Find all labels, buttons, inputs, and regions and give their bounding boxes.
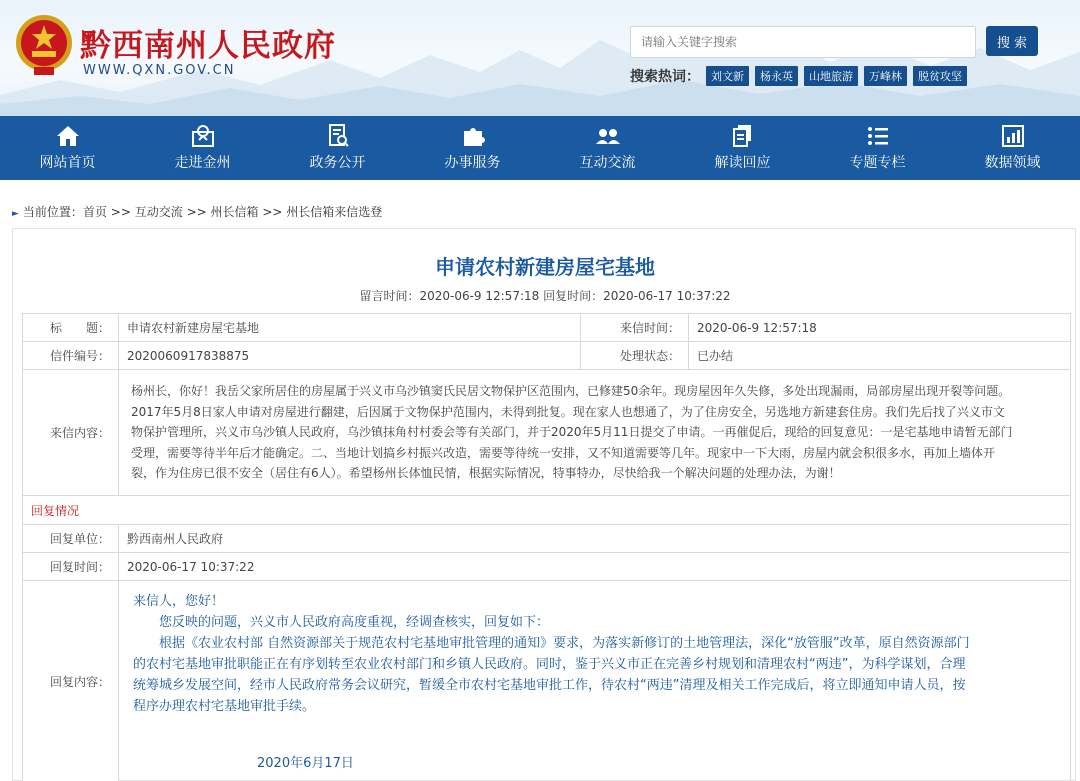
letter-line: 裂，作为住房已很不安全（居住有6人）。希望杨州长体恤民情，根据实际情况，特事特办，尽快给我一个解决问题的处理办法，为谢！ [131, 466, 841, 481]
reply-line: 根据《农业农村部 自然资源部关于规范农村宅基地审批管理的通知》要求，为落实新修订的土地管理法，深化“放管服”改革，原自然资源部门 [159, 636, 970, 651]
letter-number-value: 2020060917838875 [119, 342, 581, 370]
reply-paragraph: 您反映的问题，兴义市人民政府高度重视，经调查核实，回复如下： [159, 615, 550, 630]
nav-label: 专题专栏 [849, 155, 906, 171]
hot-tag[interactable]: 刘文新 [706, 66, 749, 86]
nav-label: 网站首页 [39, 155, 96, 171]
reply-line: 统筹城乡发展空间，经市人民政府常务会议研究，暂缓全市农村宅基地审批工作，待农村“两违”清理及相关工作完成后，将立即通知申请人员，按 [133, 678, 966, 693]
field-label: 信件编号： [23, 342, 119, 370]
letter-line: 物保护管理所，兴义市乌沙镇人民政府，乌沙镇抹角村村委会等有关部门，并于2020年5月11日提交了申请。一再催促后，现给的回复意见：一是宅基地申请暂无部门 [131, 425, 1013, 440]
letter-title-value: 申请农村新建房屋宅基地 [119, 314, 581, 342]
status-value: 已办结 [689, 342, 1071, 370]
breadcrumb-link[interactable]: 首页 [82, 205, 107, 219]
main-nav [0, 116, 1080, 180]
reply-date: 2020年6月17日 [257, 756, 354, 771]
table-row [23, 553, 1071, 581]
field-label: 来信内容： [23, 370, 119, 496]
nav-item-data[interactable] [945, 116, 1080, 180]
breadcrumb [12, 203, 382, 220]
arrow-right-icon: ► [12, 209, 19, 219]
field-label: 处理状态： [581, 342, 689, 370]
letter-line: 受理，需要等待半年后才能确定。二、当地计划搞乡村振兴改造，需要等待统一安排，又不知道需要等几年。现家中一下大雨，房屋内就会积很多水，再加上墙体开 [131, 445, 996, 460]
table-row [23, 581, 1071, 781]
reply-greeting: 来信人，您好！ [133, 594, 225, 609]
article-title: 申请农村新建房屋宅基地 [435, 255, 655, 279]
breadcrumb-link[interactable]: 互动交流 [134, 205, 183, 219]
hot-keywords [630, 66, 973, 86]
letter-line: 杨州长，你好！我岳父家所居住的房屋属于兴义市乌沙镇窦氏民居文物保护区范围内，已修建50余年。现房屋因年久失修，多处出现漏雨，局部房屋出现开裂等问题。 [131, 384, 1011, 399]
list-icon [865, 124, 891, 148]
article-panel [12, 228, 1076, 781]
nav-item-home[interactable] [0, 116, 135, 180]
breadcrumb-separator: >> [186, 205, 207, 219]
nav-label: 互动交流 [579, 155, 636, 171]
table-row [23, 496, 1071, 525]
search-button[interactable]: 搜 索 [986, 26, 1038, 56]
reply-line: 程序办理农村宅基地审批手续。 [133, 699, 316, 714]
reply-unit-value: 黔西南州人民政府 [119, 525, 1071, 553]
table-row [23, 525, 1071, 553]
field-label: 来信时间： [581, 314, 689, 342]
copy-icon [730, 124, 756, 148]
nav-item-interaction[interactable] [540, 116, 675, 180]
letter-info-table [22, 313, 1071, 781]
hot-tag[interactable]: 万峰林 [864, 66, 907, 86]
nav-label: 办事服务 [444, 155, 501, 171]
reply-line: 的农村宅基地审批职能正在有序划转至农业农村部门和乡镇人民政府。同时，鉴于兴义市正在完善乡村规划和清理农村“两违”，为科学谋划，合理 [133, 657, 966, 672]
hot-tag[interactable]: 脱贫攻坚 [913, 66, 967, 86]
table-row [23, 370, 1071, 496]
nav-item-public[interactable] [270, 116, 405, 180]
field-label: 回复单位： [23, 525, 119, 553]
table-row [23, 314, 1071, 342]
nav-item-services[interactable] [405, 116, 540, 180]
article-meta: 留言时间：2020-06-9 12:57:18 回复时间：2020-06-17 10:37:22 [359, 289, 731, 303]
hot-keywords-label: 搜索热词： [630, 69, 700, 85]
hot-tag[interactable]: 山地旅游 [804, 66, 858, 86]
nav-label: 政务公开 [309, 155, 366, 171]
home-icon [55, 124, 81, 148]
nav-item-interpretation[interactable] [675, 116, 810, 180]
puzzle-icon [460, 124, 486, 148]
reply-time-value: 2020-06-17 10:37:22 [119, 553, 1071, 581]
nav-label: 解读回应 [714, 155, 771, 171]
field-label: 回复时间： [23, 553, 119, 581]
hot-tag[interactable]: 杨永英 [755, 66, 798, 86]
document-search-icon [325, 124, 351, 148]
nav-item-topics[interactable] [810, 116, 945, 180]
site-url: WWW.QXN.GOV.CN [83, 63, 236, 78]
chart-icon [1000, 124, 1026, 148]
breadcrumb-prefix: 当前位置： [22, 205, 83, 219]
breadcrumb-separator: >> [262, 205, 283, 219]
breadcrumb-link[interactable]: 州长信箱来信选登 [286, 205, 383, 219]
national-emblem-icon [14, 13, 74, 77]
field-label: 回复内容： [23, 581, 119, 781]
nav-label: 数据领域 [984, 155, 1041, 171]
breadcrumb-link[interactable]: 州长信箱 [210, 205, 259, 219]
table-row [23, 342, 1071, 370]
people-icon [595, 124, 621, 148]
search-input[interactable] [630, 26, 976, 58]
letter-line: 2017年5月8日家人申请对房屋进行翻建，后因属于文物保护范围内，未得到批复。现在家人也想通了，为了住房安全，另选地方新建套住房。我们先后找了兴义市文 [131, 404, 1005, 419]
reply-section-heading: 回复情况 [23, 496, 1071, 525]
nav-label: 走进金州 [174, 155, 231, 171]
nav-item-about[interactable] [135, 116, 270, 180]
breadcrumb-separator: >> [110, 205, 131, 219]
field-label: 标 题： [23, 314, 119, 342]
map-pin-icon [190, 124, 216, 148]
received-time-value: 2020-06-9 12:57:18 [689, 314, 1071, 342]
reply-content [119, 581, 1071, 781]
site-header [0, 0, 1080, 116]
letter-content [119, 370, 1071, 496]
site-title[interactable]: 黔西南州人民政府 [80, 28, 336, 64]
